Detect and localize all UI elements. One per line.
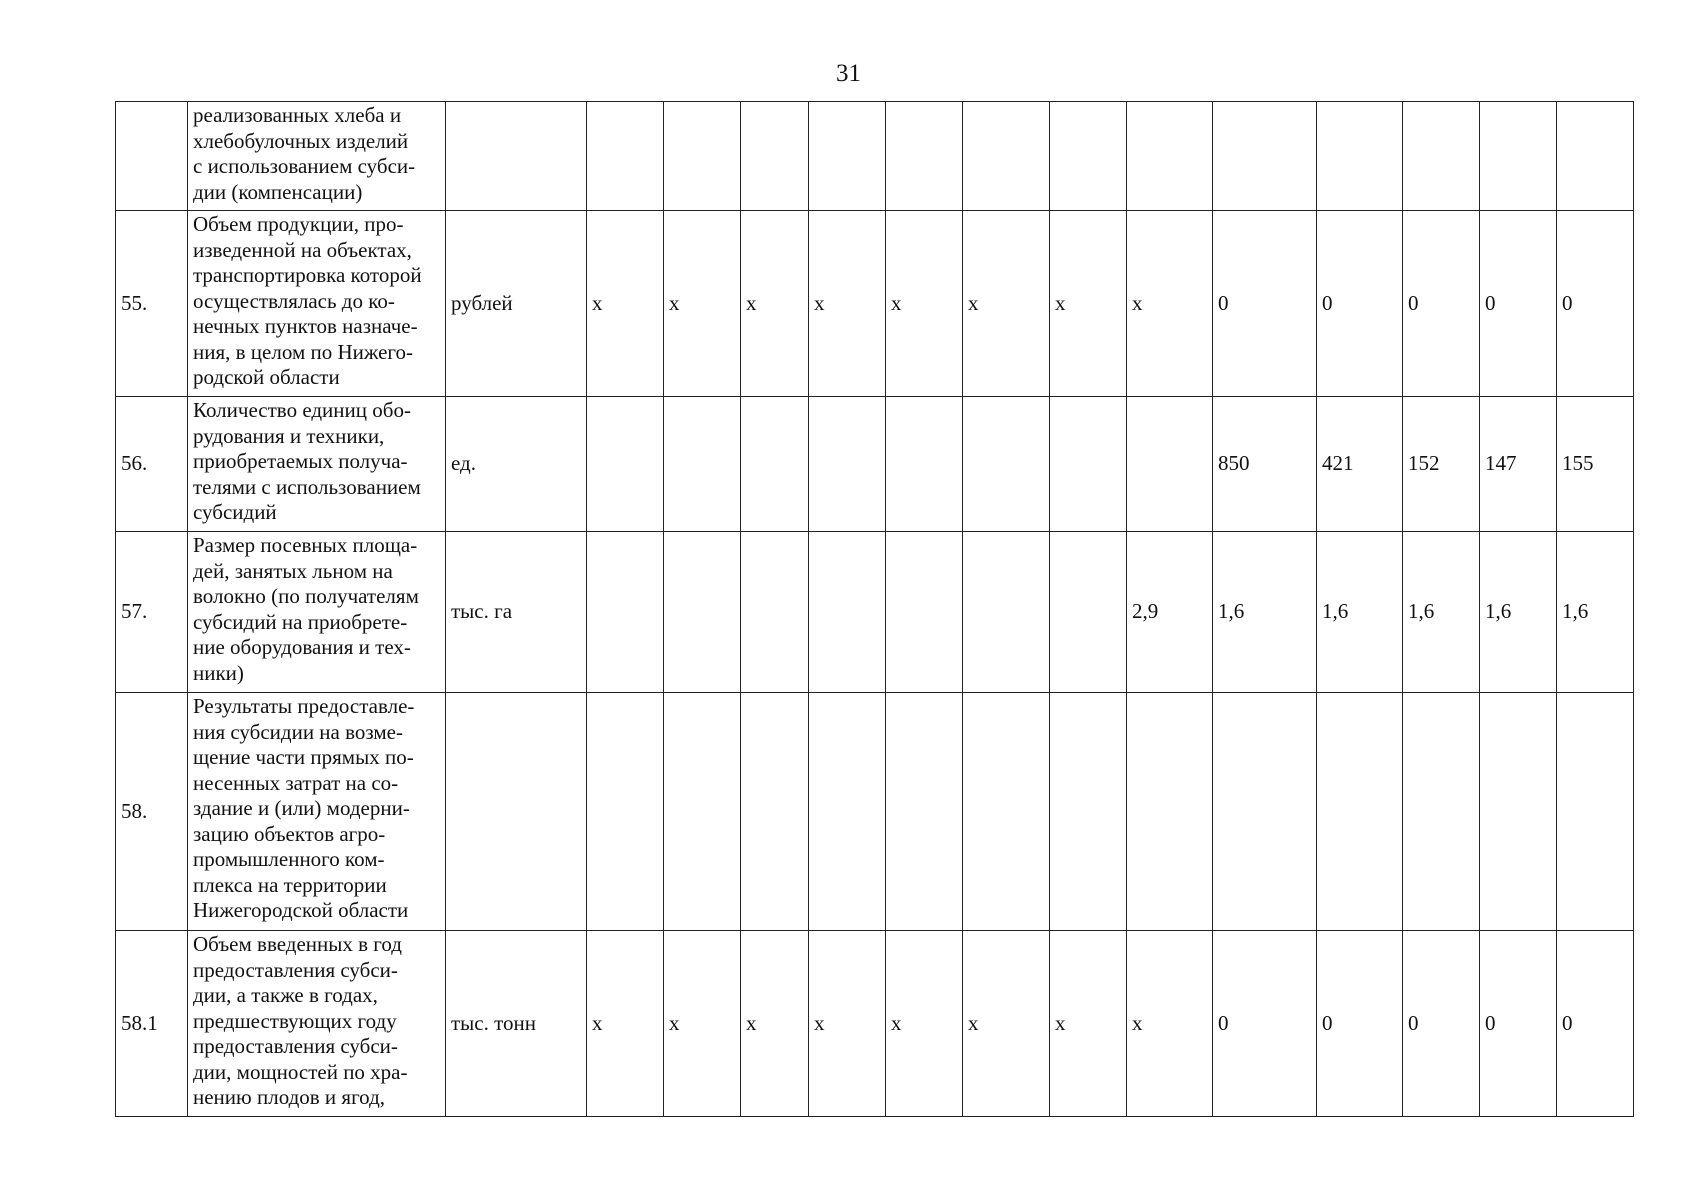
value-cell: x bbox=[664, 931, 741, 1117]
value-cell bbox=[587, 102, 664, 211]
indicators-table bbox=[115, 101, 1634, 1117]
description-line: дии, а также в годах, bbox=[193, 983, 378, 1007]
value-cell: 0 bbox=[1557, 211, 1634, 397]
description-line: ние оборудования и тех- bbox=[193, 635, 411, 659]
value-cell bbox=[1317, 693, 1403, 931]
row-number: 56. bbox=[116, 397, 188, 532]
value-cell: 155 bbox=[1557, 397, 1634, 532]
value-cell bbox=[1127, 397, 1213, 532]
value-cell: 0 bbox=[1403, 931, 1480, 1117]
value-cell bbox=[963, 532, 1050, 693]
value-cell: 1,6 bbox=[1403, 532, 1480, 693]
value-cell: 0 bbox=[1557, 931, 1634, 1117]
value-cell bbox=[886, 102, 963, 211]
description-line: Объем продукции, про- bbox=[193, 212, 404, 236]
value-cell: x bbox=[1050, 931, 1127, 1117]
description-line: здание и (или) модерни- bbox=[193, 796, 410, 820]
description-line: с использованием субси- bbox=[193, 154, 416, 178]
value-cell: 0 bbox=[1317, 931, 1403, 1117]
description-line: ники) bbox=[193, 660, 244, 685]
value-cell: 2,9 bbox=[1127, 532, 1213, 693]
value-cell bbox=[1480, 102, 1557, 211]
value-cell bbox=[664, 397, 741, 532]
value-cell bbox=[1213, 102, 1317, 211]
description-line: ния, в целом по Нижего- bbox=[193, 339, 414, 364]
indicator-description bbox=[188, 211, 446, 397]
value-cell bbox=[963, 397, 1050, 532]
table-row bbox=[116, 211, 1634, 397]
description-line: нению плодов и ягод, bbox=[193, 1085, 386, 1109]
value-cell bbox=[1213, 693, 1317, 931]
value-cell: x bbox=[809, 931, 886, 1117]
description-line: реализованных хлеба и bbox=[193, 103, 402, 127]
description-line: дии, мощностей по хра- bbox=[193, 1059, 408, 1084]
description-line: нечных пунктов назначе- bbox=[193, 314, 418, 338]
description-line: дии (компенсации) bbox=[193, 179, 363, 204]
value-cell bbox=[741, 693, 809, 931]
value-cell: x bbox=[741, 211, 809, 397]
description-line: осуществлялась до ко- bbox=[193, 288, 395, 313]
table-row bbox=[116, 931, 1634, 1117]
value-cell bbox=[1050, 102, 1127, 211]
row-number: 58. bbox=[116, 693, 188, 931]
value-cell bbox=[886, 693, 963, 931]
value-cell bbox=[664, 693, 741, 931]
table-row bbox=[116, 532, 1634, 693]
value-cell: 1,6 bbox=[1213, 532, 1317, 693]
description-line: Объем введенных в год bbox=[193, 932, 402, 956]
unit-cell: тыс. га bbox=[446, 532, 587, 693]
row-number bbox=[116, 102, 188, 211]
value-cell bbox=[809, 102, 886, 211]
value-cell: 0 bbox=[1213, 211, 1317, 397]
value-cell bbox=[1050, 397, 1127, 532]
value-cell: x bbox=[1127, 211, 1213, 397]
unit-cell bbox=[446, 693, 587, 931]
description-line: транспортировка которой bbox=[193, 263, 422, 287]
row-number: 55. bbox=[116, 211, 188, 397]
value-cell bbox=[587, 693, 664, 931]
value-cell: 1,6 bbox=[1317, 532, 1403, 693]
value-cell: 147 bbox=[1480, 397, 1557, 532]
unit-cell: тыс. тонн bbox=[446, 931, 587, 1117]
value-cell bbox=[741, 397, 809, 532]
value-cell: x bbox=[1050, 211, 1127, 397]
value-cell bbox=[664, 532, 741, 693]
value-cell: 0 bbox=[1480, 931, 1557, 1117]
value-cell: x bbox=[963, 931, 1050, 1117]
table-row bbox=[116, 102, 1634, 211]
table-row bbox=[116, 693, 1634, 931]
description-line: промышленного ком- bbox=[193, 847, 385, 871]
value-cell bbox=[1050, 532, 1127, 693]
value-cell bbox=[809, 397, 886, 532]
value-cell bbox=[1317, 102, 1403, 211]
description-line: субсидий bbox=[193, 500, 277, 524]
value-cell: x bbox=[809, 211, 886, 397]
description-line: субсидий на приобрете- bbox=[193, 609, 408, 634]
value-cell: x bbox=[886, 211, 963, 397]
description-line: изведенной на объектах, bbox=[193, 237, 412, 262]
table-row bbox=[116, 397, 1634, 532]
value-cell bbox=[886, 532, 963, 693]
description-line: приобретаемых получа- bbox=[193, 449, 408, 473]
value-cell bbox=[1403, 693, 1480, 931]
description-line: Количество единиц обо- bbox=[193, 398, 411, 422]
value-cell: x bbox=[886, 931, 963, 1117]
value-cell: x bbox=[587, 211, 664, 397]
value-cell bbox=[664, 102, 741, 211]
unit-cell: рублей bbox=[446, 211, 587, 397]
value-cell: x bbox=[664, 211, 741, 397]
value-cell: 0 bbox=[1403, 211, 1480, 397]
value-cell: 1,6 bbox=[1557, 532, 1634, 693]
page-number: 31 bbox=[836, 60, 861, 87]
description-line: щение части прямых по- bbox=[193, 745, 414, 769]
value-cell bbox=[741, 102, 809, 211]
description-line: родской области bbox=[193, 365, 340, 389]
description-line: рудования и техники, bbox=[193, 423, 385, 448]
value-cell: 1,6 bbox=[1480, 532, 1557, 693]
value-cell: 850 bbox=[1213, 397, 1317, 532]
unit-cell: ед. bbox=[446, 397, 587, 532]
description-line: предшествующих году bbox=[193, 1008, 397, 1033]
value-cell bbox=[963, 102, 1050, 211]
value-cell bbox=[587, 397, 664, 532]
value-cell bbox=[587, 532, 664, 693]
value-cell bbox=[1557, 693, 1634, 931]
value-cell bbox=[741, 532, 809, 693]
description-line: ния субсидии на возме- bbox=[193, 719, 403, 744]
indicator-description bbox=[188, 931, 446, 1117]
unit-cell bbox=[446, 102, 587, 211]
value-cell: x bbox=[741, 931, 809, 1117]
row-number: 57. bbox=[116, 532, 188, 693]
value-cell bbox=[1403, 102, 1480, 211]
description-line: дей, занятых льном на bbox=[193, 558, 393, 583]
indicator-description bbox=[188, 102, 446, 211]
value-cell: 0 bbox=[1213, 931, 1317, 1117]
value-cell: 421 bbox=[1317, 397, 1403, 532]
description-line: Результаты предоставле- bbox=[193, 694, 415, 718]
row-number: 58.1 bbox=[116, 931, 188, 1117]
description-line: Размер посевных площа- bbox=[193, 533, 418, 557]
description-line: несенных затрат на со- bbox=[193, 770, 399, 795]
description-line: телями с использованием bbox=[193, 474, 421, 499]
value-cell bbox=[1127, 693, 1213, 931]
indicator-description bbox=[188, 532, 446, 693]
value-cell bbox=[1480, 693, 1557, 931]
value-cell bbox=[809, 532, 886, 693]
value-cell bbox=[1557, 102, 1634, 211]
value-cell: x bbox=[587, 931, 664, 1117]
description-line: предоставления субси- bbox=[193, 1034, 398, 1058]
value-cell bbox=[963, 693, 1050, 931]
value-cell: 0 bbox=[1480, 211, 1557, 397]
description-line: волокно (по получателям bbox=[193, 584, 419, 608]
value-cell: x bbox=[1127, 931, 1213, 1117]
description-line: хлебобулочных изделий bbox=[193, 128, 409, 153]
value-cell bbox=[1127, 102, 1213, 211]
value-cell: 152 bbox=[1403, 397, 1480, 532]
value-cell bbox=[1050, 693, 1127, 931]
description-line: зацию объектов агро- bbox=[193, 821, 386, 846]
value-cell: x bbox=[963, 211, 1050, 397]
description-line: плекса на территории bbox=[193, 872, 387, 897]
value-cell: 0 bbox=[1317, 211, 1403, 397]
indicator-description bbox=[188, 397, 446, 532]
description-line: Нижегородской области bbox=[193, 898, 409, 922]
indicator-description bbox=[188, 693, 446, 931]
value-cell bbox=[809, 693, 886, 931]
value-cell bbox=[886, 397, 963, 532]
description-line: предоставления субси- bbox=[193, 957, 398, 982]
